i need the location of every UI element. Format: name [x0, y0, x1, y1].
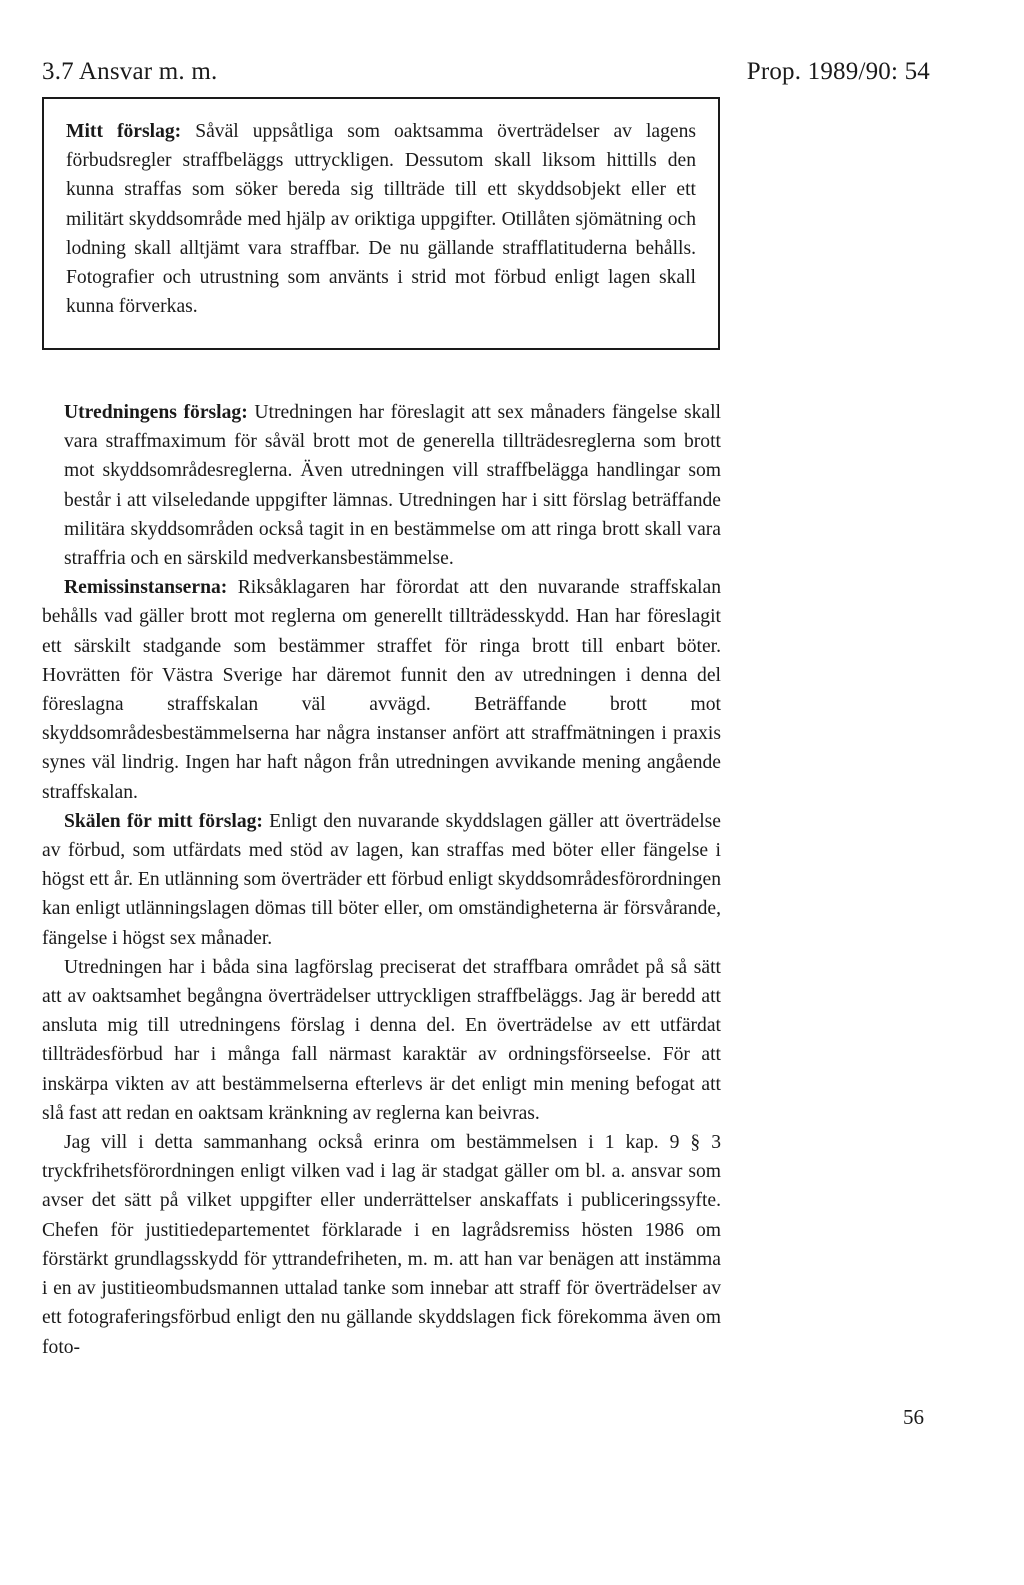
paragraph-remissinstanserna: [42, 573, 721, 807]
paragraph-label: Utredningens förslag:: [64, 402, 248, 423]
paragraph-text: Enligt den nuvarande skyddslagen gäller att överträdelse av förbud, som utfärdats med stöd av lagen, kan straffas med böter eller fängelse i högst ett år. En utlänning som överträder ett förbud enligt skyddsområdesförordningen kan enligt utlänningslagen dömas till böter eller, om omständigheterna är försvårande, fängelse i högst sex månader.: [42, 810, 721, 949]
proposition-number: Prop. 1989/90: 54: [746, 58, 930, 85]
paragraph-utredningen: [64, 398, 721, 573]
proposal-box: [42, 97, 720, 350]
page-number: 56: [903, 1405, 924, 1429]
paragraph-skalen: [42, 807, 721, 953]
paragraph-label: Remissinstanserna:: [64, 577, 228, 599]
paragraph-text: Riksåklagaren har förordat att den nuvarande straffskalan behålls vad gäller brott mot reglerna om generellt tillträdesskydd. Han har föreslagit ett särskilt stadgande som bestämmer straffet för ringa brott till enbart böter. Hovrätten för Västra Sverige har däremot funnit den av utredningen i denna del föreslagna straffskalan väl avvägd. Beträffande brott mot skyddsområdesbestämmelserna har några instanser anfört att straffmätningen i praxis synes väl lindrig. Ingen har haft någon från utredningen avvikande mening angående straffskalan.: [42, 577, 721, 803]
paragraph-text: Jag vill i detta sammanhang också erinra om bestämmelsen i 1 kap. 9 § 3 tryckfrihetsförordningen enligt vilken vad i lag är stadgat gäller om bl. a. ansvar som avser det sätt på vilket uppgifter eller underrättelser anskaffats i publiceringssyfte. Chefen för justitiedepartementet förklarade i en lagrådsremiss hösten 1986 om förstärkt grundlagsskydd för yttrandefriheten, m. m. att han var benägen att instämma i en av justitieombudsmannen uttalad tanke som innebar att straff för överträdelser av ett fotograferingsförbud enligt den nu gällande skyddslagen fick förekomma även om foto-: [42, 1132, 721, 1358]
paragraph-tryckfrihet: [42, 1128, 721, 1362]
body-text: [42, 398, 721, 1362]
proposal-paragraph: [66, 117, 696, 321]
proposal-text: Såväl uppsåtliga som oaktsamma överträdelser av lagens förbudsregler straffbeläggs uttryckligen. Dessutom skall liksom hittills den kunna straffas som söker bereda sig tillträde till ett skyddsobjekt eller ett militärt skyddsområde med hjälp av oriktiga uppgifter. Otillåten sjömätning och lodning skall alltjämt vara straffbar. De nu gällande strafflatituderna behålls. Fotografier och utrustning som använts i strid mot förbud enligt lagen skall kunna förverkas.: [66, 121, 696, 318]
paragraph-text: Utredningen har i båda sina lagförslag preciserat det straffbara området på så sätt att av oaktsamhet begångna överträdelser uttryckligen straffbeläggs. Jag är beredd att ansluta mig till utredningens förslag i denna del. En överträdelse av ett utfärdat tillträdesförbud har i många fall närmast karaktär av ordningsförseelse. För att inskärpa vikten av att bestämmelserna efterlevs är det enligt min mening befogat att slå fast att redan en oaktsam kränkning av reglerna kan beivras.: [42, 956, 721, 1124]
paragraph-label: Skälen för mitt förslag:: [64, 810, 263, 832]
paragraph-oaktsamhet: [42, 953, 721, 1128]
section-heading: 3.7 Ansvar m. m.: [42, 58, 218, 85]
paragraph-text: Utredningen har föreslagit att sex månaders fängelse skall vara straffmaximum för såväl brott mot de generella tillträdesreglerna som brott mot skyddsområdesreglerna. Även utredningen vill straffbelägga handlingar som består i att vilseledande uppgifter lämnas. Utredningen har i sitt förslag beträffande militära skyddsområden också tagit in en bestämmelse om att ringa brott skall vara straffria och en särskild medverkansbestämmelse.: [64, 402, 721, 570]
proposal-label: Mitt förslag:: [66, 121, 182, 142]
